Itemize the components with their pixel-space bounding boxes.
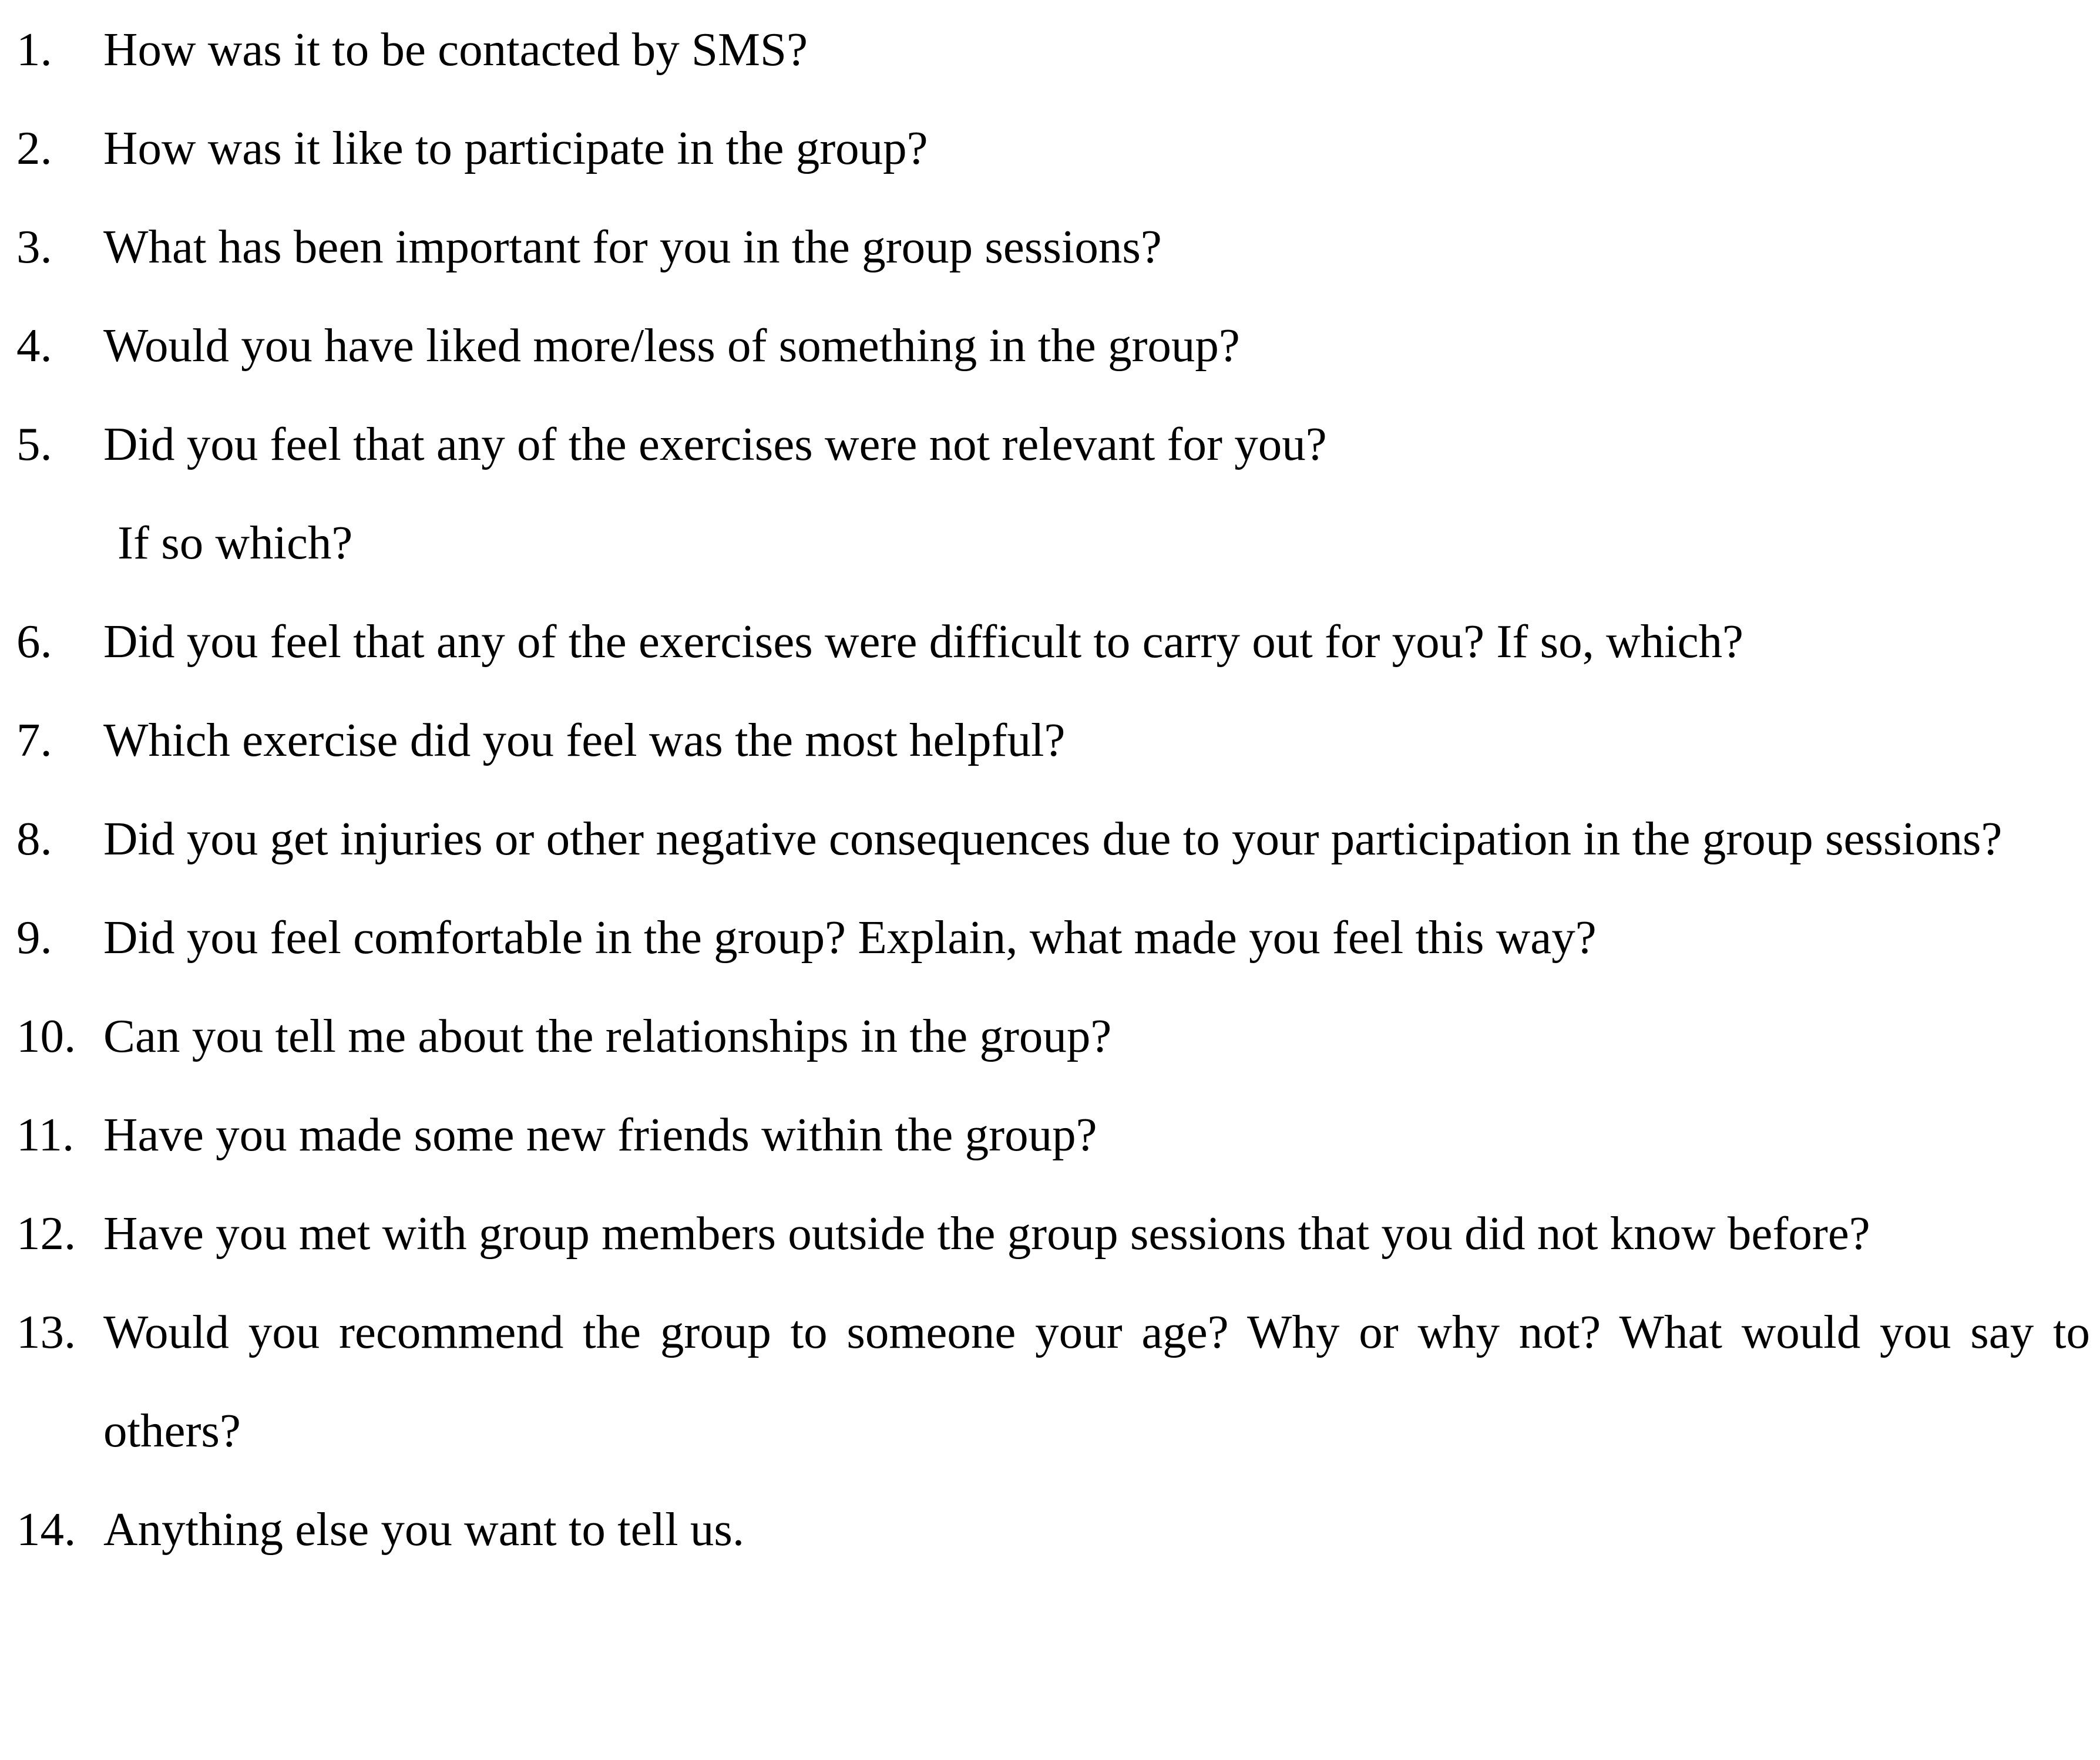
item-number: 1.	[16, 23, 52, 76]
question-list	[16, 0, 2090, 1579]
item-text: Can you tell me about the relationships in the group?	[103, 1009, 1112, 1062]
list-item	[16, 197, 2090, 296]
item-number: 13.	[16, 1305, 76, 1358]
item-text: Would you have liked more/less of something in the group?	[103, 319, 1240, 372]
list-item	[16, 1184, 2090, 1283]
item-text: Have you made some new friends within the group?	[103, 1108, 1097, 1161]
list-item	[16, 395, 2090, 592]
item-number: 11.	[16, 1108, 75, 1161]
item-text: How was it to be contacted by SMS?	[103, 23, 808, 76]
item-text: How was it like to participate in the group?	[103, 122, 928, 174]
item-number: 9.	[16, 911, 52, 964]
item-text: Anything else you want to tell us.	[103, 1503, 745, 1556]
item-text: Did you feel that any of the exercises were difficult to carry out for you? If so, which?	[103, 615, 1744, 668]
item-text: What has been important for you in the group sessions?	[103, 220, 1162, 273]
list-item	[16, 888, 2090, 987]
list-item	[16, 1480, 2090, 1579]
item-continuation: If so which?	[117, 516, 353, 569]
item-text: Did you get injuries or other negative consequences due to your participation in the group sessions?	[103, 812, 2002, 865]
list-item	[16, 987, 2090, 1085]
list-item	[16, 0, 2090, 99]
item-number: 3.	[16, 220, 52, 273]
item-number: 7.	[16, 714, 52, 766]
item-body	[103, 395, 2090, 592]
item-text: Have you met with group members outside the group sessions that you did not know before?	[103, 1207, 1870, 1260]
list-item	[16, 592, 2090, 691]
item-number: 4.	[16, 319, 52, 372]
list-item	[16, 1283, 2090, 1480]
list-item	[16, 99, 2090, 197]
item-number: 10.	[16, 1009, 76, 1062]
item-text: Which exercise did you feel was the most helpful?	[103, 714, 1066, 766]
item-number: 12.	[16, 1207, 76, 1260]
item-number: 5.	[16, 418, 52, 470]
list-item	[16, 691, 2090, 789]
item-number: 14.	[16, 1503, 76, 1556]
list-item	[16, 1085, 2090, 1184]
item-text: Did you feel comfortable in the group? Explain, what made you feel this way?	[103, 911, 1597, 964]
item-number: 6.	[16, 615, 52, 668]
item-text: Did you feel that any of the exercises were not relevant for you?	[103, 418, 1327, 470]
item-number: 2.	[16, 122, 52, 174]
item-number: 8.	[16, 812, 52, 865]
item-text: Would you recommend the group to someone your age? Why or why not? What would you say to others?	[103, 1305, 2090, 1457]
list-item	[16, 789, 2090, 888]
list-item	[16, 296, 2090, 395]
